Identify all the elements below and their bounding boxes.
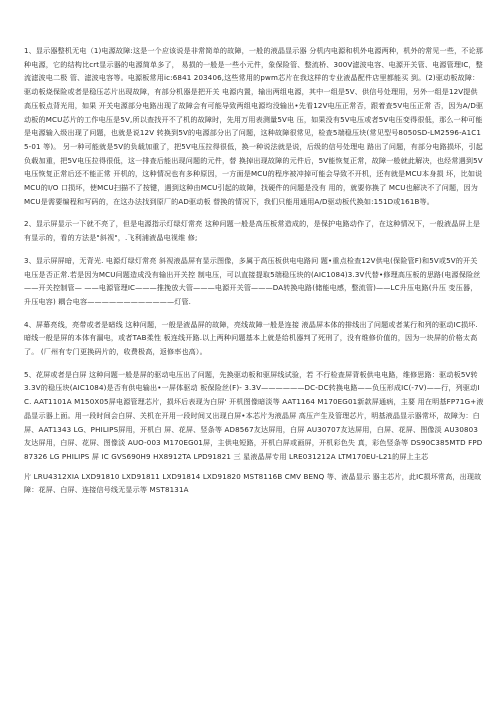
- paragraph-2: 2、显示屏显示一下就不亮了，但是电源指示灯绿灯常亮 这种问题一般是高压板常造成的，是保护电路动作了，在这种情况下，一般液晶屏上是有显示的，看的方法是"斜视"，.飞利浦液晶电视维 修;: [24, 219, 481, 243]
- paragraph-4: 4、屏幕亮线，亮带或者是暗线 这种问题，一般是液晶屏的故障，亮线故障一般是连接 液晶屏本体的排线出了问题或者某行和列的驱动IC损坏. 暗线一般是屏的本体有漏电，或者TAB柔性 板连线开路.以上两种问题基本上就是给机器判了死刑了，没有维修价值的，因为一块屏的价格太高了。 (厂州有专门更换码片的，收费极高，返修率也高）。: [24, 319, 478, 357]
- paragraph-1: 1、显示器整机无电（1)电源故障:这是一个应该说是非常简单的故障，一般的液晶显示器 分机内电源和机外电源两种，机外的常见一些，不论那种电源，它的结构比crt显示器的电源简单多了， 易损的一般是一些小元件，象保险管、整流桥、300V滤波电容、电源开关管、电源管理IC，整流滤波电二极 管、滤波电容等。电源板常用ic:6841 203406,这些常用的pwm芯片在我这样的专业液晶配件店里都能买 到。(2)驱动板故障：驱动板烧保险或者是稳压芯片出现故障，有部分机器是把开关 电源内置，输出两组电源，其中一组是5V、供信号处理用，另外一组是12V提供高压板点背光用，如果 开关电源部分电路出现了故障会有可能导致两组电源均没输出•先看12V电压正常否，跟着查5V电压正常 否，因为A/D驱动板的MCU芯片的工作电压是5V,所以查找开不了机的故障时，先用万用表测量5V电 压，如果没有5V电压或者5V电压变得很低，那么一种可能是电源输入级出现了问题，也就是说12V 转换到5V的电源部分出了问题，这种故障很常见，检查5端稳压块(常见型号8050SD-LM2596-A1C15-01 等)。 另一种可能就是5V的负载加重了，把5V电压拉得很低，换一种说法就是说，后级的信号处理电 路出了问题，有部分电路损坏，引起负载加重，把5V电压拉得很低，这一排查后能出现问题的元件，替 换掉出现故障的元件后，5V能恢复正常，故障一般就此解决，也经常遇到5V电压恢复正常后还不能正常 开机的，这种情况也有多种原因，一方面是MCU的程序被冲掉可能会导致不开机，还有就是MCU本身损 坏，比如说MCU的I/O 口损坏，使MCU扫描不了按键，遇到这种由MCU引起的故障，找硬件的问题是没有 用的，就要你换了 MCU也解决不了问题，因为MCU是需要编程和写码的，在这办法找到原厂的AD驱动板 替换的情况下，我们只能用通用A/D驱动板代换如:151D或161B等。: [24, 46, 484, 206]
- paragraph-3: 3、显示屏屏暗，无背光. 电源灯绿灯常亮 斜视液晶屏有显示图像，多属于高压板供电电路问 题•重点检查12V供电(保险管F)和5V或5V的开关电压是否正常.若是因为MCU问题造成没有输出开关控 制电压，可以直接提取5端稳压块的(AIC1084)3.3V代替•修理高压板的思路(电源保险丝——开关控制管— ——电源管理IC———推挽放大管———电源开关管———DA转换电路(储能电感，整流管)——LC升压电路(升压 变压器，升压电容) 耦合电容————————————灯管.: [24, 255, 481, 306]
- paragraph-6: 片 LRU4312XIA LXD91810 LXD91811 LXD91814 LXD91820 MST8116B CMV BENQ 等、液晶显示 器主芯片，此IC损坏常高，出现故障：花屏、白屏、连接信号线无显示等 MST8131A: [24, 471, 482, 495]
- paragraph-5: 5、花屏或者是白屏 这种问题一般是屏的驱动电压出了问题，先换驱动板和驱屏线试验，若 不行检查屏背板供电电路，维修思路：驱动板5V转3.3V的稳压块(AIC1084)是否有供电输出•一屏体驱动 板保险丝(F)- 3.3V——————DC-DC转换电路——负压形成IC(-7V)——行，列驱动IC. AAT1101A M150X05屏电源管理芯片，损坏后表现为白屏' 开机图像暗淡等 AAT1164 M170EG01新款屏通病，主要 用在明基FP71G+液晶显示器上面。用一段时间会白屏、关机在开用一段时间又出现白屏•本芯片为液晶屏 高压产生及管理芯片，明基液晶显示器常坏，故障为：白屏、AAT1343 LG、PHILIPS屏用，开机白 屏、花屏、竖条等 AD8567友达屏用，白屏 AU30707友达屏用，白屏、花屏、图像淡 AU30803 友达屏用，白屏、花屏、图像淡 AUO-003 M170EG01屏，主供电短路，开机白屏或画屏，开机彩色失 真，彩色竖条等 DS90C385MTD FPD87326 LG PHILIPS 屏 IC GVS690H9 HX8912TA LPD91821 三 星液晶屏专用 LRE031212A LTM170EU-L21的屏上主芯: [24, 369, 484, 461]
